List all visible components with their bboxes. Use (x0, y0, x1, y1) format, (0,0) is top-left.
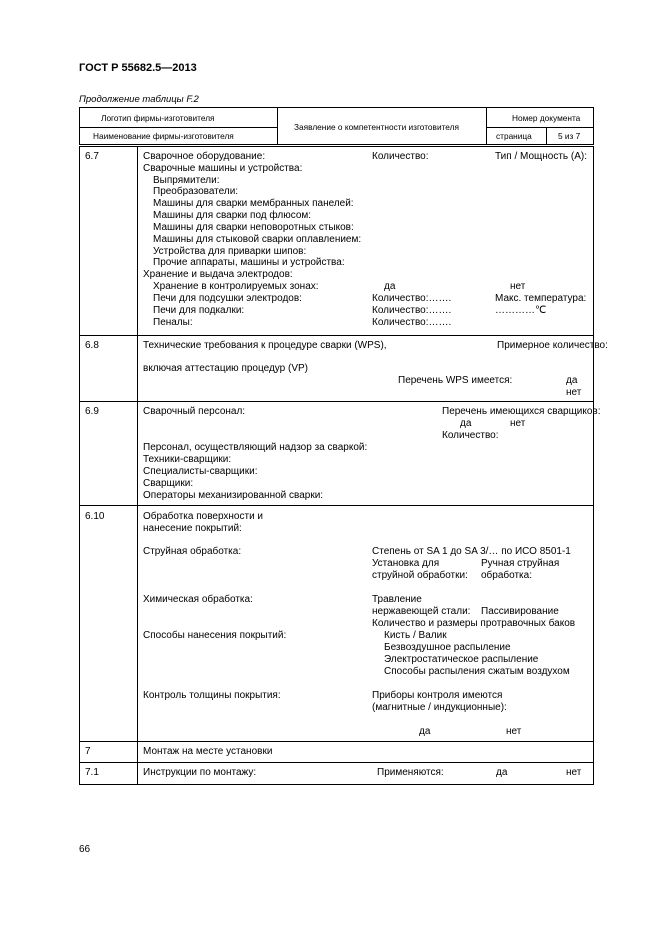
section-title: Обработка поверхности и (143, 511, 264, 522)
header-doc-number-label: Номер документа (512, 113, 581, 123)
section-title: нанесение покрытий: (143, 523, 242, 534)
header-page-label: страница (496, 131, 532, 141)
no-option: нет (506, 726, 522, 737)
list-item: Прочие аппараты, машины и устройства: (153, 257, 345, 268)
max-temperature-label: Макс. температура: (495, 293, 587, 304)
list-item: Печи для подкалки: (153, 305, 245, 316)
grade-text: Степень от SA 1 до SA 3/… по ИСО 8501-1 (372, 546, 571, 557)
no-option: нет (566, 767, 582, 778)
list-item: Сварочное оборудование: (143, 151, 266, 162)
etching-text: Травление (372, 594, 422, 605)
list-item: Сварочные машины и устройства: (143, 163, 303, 174)
list-item: Электростатическое распыление (384, 654, 539, 665)
list-item: Хранение в контролируемых зонах: (153, 281, 319, 292)
quantity-dots: Количество:……. (372, 317, 452, 328)
quantity-dots: Количество:……. (372, 293, 452, 304)
blast-label: Струйная обработка: (143, 546, 242, 557)
yes-option: да (419, 726, 431, 737)
list-item: Кисть / Валик (384, 630, 447, 641)
list-item: Операторы механизированной сварки: (143, 490, 324, 501)
list-item: Машины для сварки под флюсом: (153, 210, 312, 221)
temperature-dots: …………℃ (495, 305, 547, 316)
section-number: 6.7 (85, 151, 99, 162)
passivation-text: Пассивирование (481, 606, 559, 617)
header-statement-label: Заявление о компетентности изготовителя (294, 122, 459, 132)
list-item: Выпрямители: (153, 175, 220, 186)
list-item: Печи для подсушки электродов: (153, 293, 302, 304)
chemical-label: Химическая обработка: (143, 594, 253, 605)
list-item: Специалисты-сварщики: (143, 466, 258, 477)
welders-list-label: Перечень имеющихся сварщиков: (442, 406, 601, 417)
yes-option: да (384, 281, 396, 292)
list-item: Безвоздушное распыление (384, 642, 511, 653)
section-number: 6.8 (85, 340, 99, 351)
thickness-label: Контроль толщины покрытия: (143, 690, 281, 701)
list-item: Машины для сварки мембранных панелей: (153, 198, 354, 209)
header-manufacturer-name-label: Наименование фирмы-изготовителя (93, 131, 234, 141)
list-item: Сварщики: (143, 478, 194, 489)
quantity-label: Количество: (372, 151, 429, 162)
coating-methods-label: Способы нанесения покрытий: (143, 630, 287, 641)
quantity-label: Количество: (442, 430, 499, 441)
list-item: Преобразователи: (153, 186, 239, 197)
section-subtitle: включая аттестацию процедур (VP) (143, 363, 309, 374)
devices-text: Приборы контроля имеются (372, 690, 503, 701)
section-title: Сварочный персонал: (143, 406, 246, 417)
section-title: Монтаж на месте установки (143, 746, 273, 757)
install-text: Установка для (372, 558, 440, 569)
no-option: нет (566, 387, 582, 398)
wps-list-label: Перечень WPS имеется: (398, 375, 513, 386)
section-number: 6.10 (85, 511, 105, 522)
etching-text: нержавеющей стали: (372, 606, 471, 617)
list-item: Персонал, осуществляющий надзор за сваркой: (143, 442, 368, 453)
no-option: нет (510, 418, 526, 429)
section-number: 6.9 (85, 406, 99, 417)
header-logo-label: Логотип фирмы-изготовителя (101, 113, 215, 123)
approx-quantity-label: Примерное количество: (497, 340, 608, 351)
section-number: 7 (85, 746, 91, 757)
install-text: струйной обработки: (372, 570, 468, 581)
yes-option: да (566, 375, 578, 386)
manual-text: Ручная струйная (481, 558, 560, 569)
section-number: 7.1 (85, 767, 99, 778)
list-item: Техники-сварщики: (143, 454, 232, 465)
tanks-text: Количество и размеры протравочных баков (372, 618, 576, 629)
no-option: нет (510, 281, 526, 292)
list-item: Устройства для приварки шипов: (153, 246, 307, 257)
type-power-label: Тип / Мощность (А): (495, 151, 587, 162)
list-item: Хранение и выдача электродов: (143, 269, 293, 280)
quantity-dots: Количество:……. (372, 305, 452, 316)
header-page-value: 5 из 7 (558, 131, 581, 141)
devices-text: (магнитные / индукционные): (372, 702, 507, 713)
list-item: Машины для сварки неповоротных стыков: (153, 222, 354, 233)
page-number: 66 (79, 844, 91, 855)
yes-option: да (460, 418, 472, 429)
list-item: Машины для стыковой сварки оплавлением: (153, 234, 362, 245)
document-title: ГОСТ Р 55682.5—2013 (79, 62, 197, 74)
applied-label: Применяются: (377, 767, 444, 778)
table-continuation-caption: Продолжение таблицы F.2 (79, 94, 199, 105)
manual-text: обработка: (481, 570, 532, 581)
list-item: Способы распыления сжатым воздухом (384, 666, 570, 677)
yes-option: да (496, 767, 508, 778)
list-item: Пеналы: (153, 317, 193, 328)
section-title: Инструкции по монтажу: (143, 767, 257, 778)
section-title: Технические требования к процедуре сварки (WPS), (143, 340, 387, 351)
